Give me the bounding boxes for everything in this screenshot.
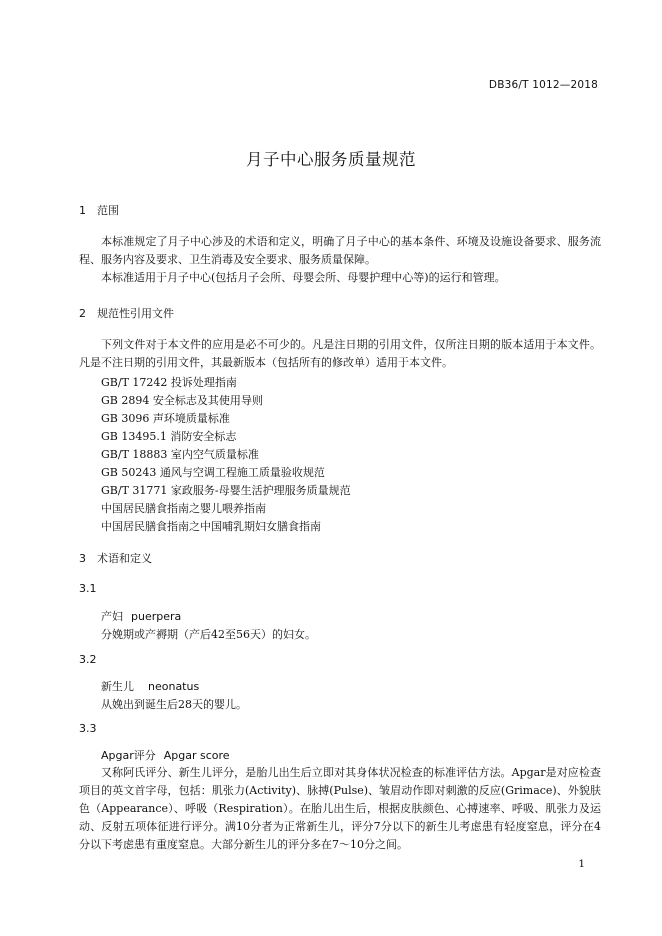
term-cn: Apgar评分: [101, 749, 156, 762]
section-number: 2: [79, 307, 86, 320]
section-title: 范围: [97, 204, 119, 217]
section-number: 3: [79, 552, 86, 565]
document-title: 月子中心服务质量规范: [246, 150, 416, 169]
term-definition: 从娩出到诞生后28天的婴儿。: [101, 698, 247, 711]
term-3-2: [101, 678, 199, 694]
reference-item: GB/T 18883 室内空气质量标准: [101, 448, 259, 461]
section-3-heading: [79, 550, 152, 566]
reference-item: GB 50243 通风与空调工程施工质量验收规范: [101, 466, 325, 479]
term-definition: 分娩期或产褥期（产后42至56天）的妇女。: [101, 628, 316, 641]
reference-item: 中国居民膳食指南之中国哺乳期妇女膳食指南: [101, 520, 321, 533]
term-en: puerpera: [131, 610, 182, 623]
scope-paragraph-2: 本标准适用于月子中心(包括月子会所、母婴会所、母婴护理中心等)的运行和管理。: [101, 271, 506, 284]
term-number-3-1: 3.1: [79, 582, 97, 595]
reference-item: 中国居民膳食指南之婴儿喂养指南: [101, 502, 266, 515]
section-title: 规范性引用文件: [97, 307, 174, 320]
reference-item: GB/T 17242 投诉处理指南: [101, 376, 237, 389]
term-cn: 产妇: [101, 610, 123, 623]
term-number-3-2: 3.2: [79, 653, 97, 666]
reference-item: GB 2894 安全标志及其使用导则: [101, 394, 263, 407]
reference-item: GB 3096 声环境质量标准: [101, 412, 230, 425]
section-1-heading: [79, 202, 119, 218]
term-cn: 新生儿: [101, 680, 134, 693]
section-number: 1: [79, 204, 86, 217]
term-en: neonatus: [148, 680, 200, 693]
term-definition: 又称阿氏评分、新生儿评分，是胎儿出生后立即对其身体状况检查的标准评估方法。Apgar是对应检查项目的英文首字母，包括：肌张力(Activity)、脉搏(Pulse)、皱眉动作即对刺激的反应(Grimace)、外貌肤色（Appearance）、呼吸（Respiration）。在胎儿出生后，根据皮肤颜色、心搏速率、呼吸、肌张力及运动、反射五项体征进行评分。满10分者为正常新生儿，评分7分以下的新生儿考虑患有轻度窒息，评分在4分以下考虑患有重度窒息。大部分新生儿的评分多在7～10分之间。: [79, 766, 601, 851]
term-number-3-3: 3.3: [79, 722, 97, 735]
reference-item: GB 13495.1 消防安全标志: [101, 430, 237, 443]
scope-paragraph-1: 本标准规定了月子中心涉及的术语和定义，明确了月子中心的基本条件、环境及设施设备要求、服务流程、服务内容及要求、卫生消毒及安全要求、服务质量保障。: [79, 235, 601, 266]
term-en: Apgar score: [163, 749, 230, 762]
standard-code: DB36/T 1012—2018: [488, 79, 598, 91]
term-3-1: [101, 608, 181, 624]
section-title: 术语和定义: [97, 552, 152, 565]
page-number: 1: [578, 858, 585, 870]
references-intro: 下列文件对于本文件的应用是必不可少的。凡是注日期的引用文件，仅所注日期的版本适用于本文件。凡是不注日期的引用文件，其最新版本（包括所有的修改单）适用于本文件。: [79, 338, 601, 369]
section-2-heading: [79, 305, 174, 321]
term-3-3: [101, 747, 230, 763]
reference-item: GB/T 31771 家政服务-母婴生活护理服务质量规范: [101, 484, 351, 497]
